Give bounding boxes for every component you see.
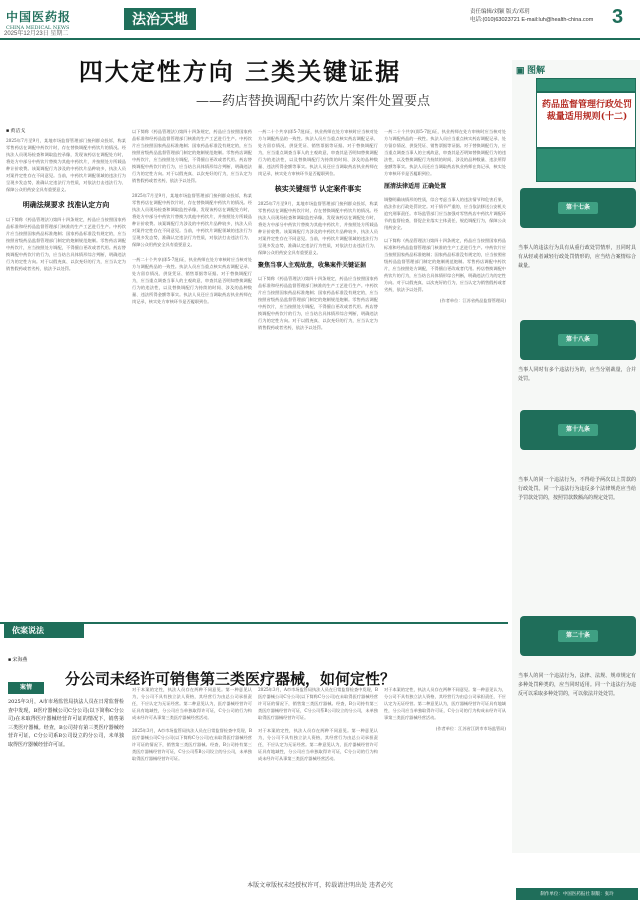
article-column-1: ■ 黄洁戈 2025年7月至9月，某地市场监督管理部门接到群众投诉，称某零售药店在调配中药饮片时，存在替换调配中药饮片的情况。经执法人员现场检查和调取监控录像，发现该药店在调配处方时，将处方中部分中药饮片替换为其他中药饮片，并按照处方所载品种计价收费。该案调配行为涉及的中药饮片品种较多，执法人员对案件定性存在不同意见。当前，中药饮片调配领域的违法行为呈现多发态势，准确认定违法行为性质，对依法打击违法行为、保障公众用药安全具有重要意义。 明确法规要求 找准认定方向 以下简称《药品管理法》)第四十四条规定，药品应当按照国家药品标准和经药品监督管理部门核准的生产工艺进行生产。中药饮片应当按照国家药品标准炮制；国家药品标准没有规定的，应当按照省级药品监督管理部门制定的炮制规范炮制。零售药店调配中药饮片，应当按照处方调配，不得擅自更改或者代用。药店替换调配中药饮片的行为，应当结合具体情形综合判断，明确违法行为的定性方向。对于以假充真、以次充好的行为，应当认定为销售假药或者劣药，依法予以处罚。: [6, 128, 126, 271]
reporter-byline: ■ 黄洁戈: [6, 128, 26, 134]
case-author-note: (作者单位：江苏省江阴市市场监管局): [435, 726, 506, 731]
article-column-2: 以下简称《药品管理法》)第四十四条规定，药品应当按照国家药品标准和经药品监督管理部门核准的生产工艺进行生产。中药饮片应当按照国家药品标准炮制；国家药品标准没有规定的，应当按照省级药品监督管理部门制定的炮制规范炮制。零售药店调配中药饮片，应当按照处方调配，不得擅自更改或者代用。药店替换调配中药饮片的行为，应当结合具体情形综合判断，明确违法行为的定性方向。对于以假充真、以次充好的行为，应当认定为销售假药或者劣药，依法予以处罚。 2025年7月至9月，某地市场监督管理部门接到群众投诉，称某零售药店在调配中药饮片时，存在替换调配中药饮片的情况。经执法人员现场检查和调取监控录像，发现该药店在调配处方时，将处方中部分中药饮片替换为其他中药饮片，并按照处方所载品种计价收费。该案调配行为涉及的中药饮片品种较多，执法人员对案件定性存在不同意见。当前，中药饮片调配领域的违法行为呈现多发态势，准确认定违法行为性质，对依法打击违法行为、保障公众用药安全具有重要意义。 一药二十个共享(即5-7批)证，执业药师在处方审核时应当核对处方与调配药品的一致性。执法人员应当重点核实药店调配记录、处方留存情况、供货凭证、销售票据等证据。对于替换调配行为，应当重点调查当事人的主观故意，审查其是否明知替换调配行为的违法性，以及替换调配行为持续的时间、涉及的品种数量、违法所得金额等事实。执法人员还应当调取药店执业药师在岗记录，核实处方审核环节是否履职到位。: [132, 129, 252, 304]
card-text: 当事人的同一个违法行为，不得给予两次以上罚款的行政处罚。同一个违法行为违反多个法律规范应当给予罚款处罚的，按照罚款数额高的规定处罚。: [518, 477, 636, 501]
card-text: 当事人的同一个违法行为，法律、法规、规章规定有多种处罚种类的，应当同时适用。同一个违法行为违反可以采取多种处罚的，可以依法并处处罚。: [518, 673, 636, 697]
section-heading-1: 明确法规要求 找准认定方向: [22, 200, 110, 209]
author-note: (作者单位：江苏省药品监督管理局): [439, 298, 506, 303]
main-subheadline: ——药店替换调配中药饮片案件处置要点: [195, 94, 430, 109]
editor-info: 责任编辑/刘颖 版式/邓玥 电话:(010)63023721 E-mail:luh@health-china.com: [470, 9, 594, 23]
card-text: 当事人同时有多个违法行为的，应当分别裁量，合并处罚。: [518, 367, 636, 382]
card-article-label: 第十九条: [558, 424, 598, 436]
page-number: 3: [612, 6, 624, 28]
production-credit: 制作单位：中国医药报社 制版：张玲: [516, 888, 638, 900]
article-column-3: 一药二十个共享(即5-7批)证，执业药师在处方审核时应当核对处方与调配药品的一致性。执法人员应当重点核实药店调配记录、处方留存情况、供货凭证、销售票据等证据。对于替换调配行为，应当重点调查当事人的主观故意，审查其是否明知替换调配行为的违法性，以及替换调配行为持续的时间、涉及的品种数量、违法所得金额等事实。执法人员还应当调取药店执业药师在岗记录，核实处方审核环节是否履职到位。 核实关键细节 认定案件事实 2025年7月至9月，某地市场监督管理部门接到群众投诉，称某零售药店在调配中药饮片时，存在替换调配中药饮片的情况。经执法人员现场检查和调取监控录像，发现该药店在调配处方时，将处方中部分中药饮片替换为其他中药饮片，并按照处方所载品种计价收费。该案调配行为涉及的中药饮片品种较多，执法人员对案件定性存在不同意见。当前，中药饮片调配领域的违法行为呈现多发态势，准确认定违法行为性质，对依法打击违法行为、保障公众用药安全具有重要意义。 聚焦当事人主观故意，收集案件关键证据 以下简称《药品管理法》)第四十四条规定，药品应当按照国家药品标准和经药品监督管理部门核准的生产工艺进行生产。中药饮片应当按照国家药品标准炮制；国家药品标准没有规定的，应当按照省级药品监督管理部门制定的炮制规范炮制。零售药店调配中药饮片，应当按照处方调配，不得擅自更改或者代用。药店替换调配中药饮片的行为，应当结合具体情形综合判断，明确违法行为的定性方向。对于以假充真、以次充好的行为，应当认定为销售假药或者劣药，依法予以处罚。: [258, 129, 378, 330]
case-headline: 分公司未经许可销售第三类医疗器械，如何定性？: [64, 670, 395, 688]
case-box: [8, 657, 124, 846]
case-column-2: 对于本案的定性，执法人员存在两种不同意见。第一种意见认为，分公司不具有独立法人资格，其经营行为由总公司承担责任，不应认定为无证经营。第二种意见认为，医疗器械经营许可证具有地域性，分公司应当单独取得许可证，C分公司的行为构成未经许可从事第三类医疗器械经营活动。 2025年3月，A市市场监管局执法人员在日常监督检查中发现，B医疗器械公司C分公司(以下简称C分公司)在未取得医疗器械经营许可证的情况下，销售第三类医疗器械。经查，B公司持有第三类医疗器械经营许可证，C分公司系B公司设立的分公司，未单独取得医疗器械经营许可证。: [132, 687, 252, 761]
case-column-3: 2025年3月，A市市场监管局执法人员在日常监督检查中发现，B医疗器械公司C分公司(以下简称C分公司)在未取得医疗器械经营许可证的情况下，销售第三类医疗器械。经查，B公司持有第三类医疗器械经营许可证，C分公司系B公司设立的分公司，未单独取得医疗器械经营许可证。 对于本案的定性，执法人员存在两种不同意见。第一种意见认为，分公司不具有独立法人资格，其经营行为由总公司承担责任，不应认定为无证经营。第二种意见认为，医疗器械经营许可证具有地域性，分公司应当单独取得许可证，C分公司的行为构成未经许可从事第三类医疗器械经营活动。: [258, 687, 378, 761]
section-heading-2: 核实关键细节 认定案件事实: [274, 184, 362, 193]
card-text: 当事人的违法行为具有从重行政处罚情形，且同时具有从轻或者减轻行政处罚情形的，应当结合案情综合裁量。: [518, 245, 636, 269]
section-heading-4: 厘清法律适用 正确处置: [384, 183, 447, 190]
case-column-4: 对于本案的定性，执法人员存在两种不同意见。第一种意见认为，分公司不具有独立法人资格，其经营行为由总公司承担责任，不应认定为无证经营。第二种意见认为，医疗器械经营许可证具有地域性，分公司应当单独取得许可证，C分公司的行为构成未经许可从事第三类医疗器械经营活动。 (作者单位：江苏省江阴市市场监管局): [384, 687, 506, 731]
card-article-label: 第十八条: [558, 334, 598, 346]
masthead: [0, 0, 640, 40]
page-footer: 本版文章版权未经授权许可，转载请注明出处 违者必究: [247, 883, 393, 889]
case-text: 2025年3月，A市市场监管局执法人员在日常监督检查中发现，B医疗器械公司C分公司(以下简称C分公司)在未取得医疗器械经营许可证的情况下，销售第三类医疗器械。经查，B公司持有第三类医疗器械经营许可证，C分公司系B公司设立的分公司，未单独取得医疗器械经营许可证。: [8, 699, 124, 748]
main-headline: 四大定性方向 三类关键证据: [78, 57, 402, 86]
issue-date: 2025年12月23日 星期二: [4, 31, 69, 37]
newspaper-logo: 中国医药报 CHINA MEDICAL NEWS: [6, 10, 72, 31]
section-heading-3: 聚焦当事人主观故意，收集案件关键证据: [258, 262, 367, 269]
case-section-banner: 依案说法: [4, 624, 84, 638]
picture-icon: ▣: [516, 65, 525, 75]
section-title: 法治天地: [124, 8, 196, 30]
article-column-4: 一药二十个共享(即5-7批)证，执业药师在处方审核时应当核对处方与调配药品的一致性。执法人员应当重点核实药店调配记录、处方留存情况、供货凭证、销售票据等证据。对于替换调配行为，应当重点调查当事人的主观故意，审查其是否明知替换调配行为的违法性，以及替换调配行为持续的时间、涉及的品种数量、违法所得金额等事实。执法人员还应当调取药店执业药师在岗记录，核实处方审核环节是否履职到位。 厘清法律适用 正确处置 调整明确该情形的性质，综合考虑当事人的违法情节和危害后果，依法作出行政处罚决定。对于情节严重的，应当依法移送公安机关追究刑事责任。市场监管部门应当加强对零售药店中药饮片调配环节的监督检查，督促企业落实主体责任，规范调配行为，保障公众用药安全。 以下简称《药品管理法》)第四十四条规定，药品应当按照国家药品标准和经药品监督管理部门核准的生产工艺进行生产。中药饮片应当按照国家药品标准炮制；国家药品标准没有规定的，应当按照省级药品监督管理部门制定的炮制规范炮制。零售药店调配中药饮片，应当按照处方调配，不得擅自更改或者代用。药店替换调配中药饮片的行为，应当结合具体情形综合判断，明确违法行为的定性方向。对于以假充真、以次充好的行为，应当认定为销售假药或者劣药，依法予以处罚。 (作者单位：江苏省药品监督管理局): [384, 129, 506, 303]
case-tag: 案情: [8, 682, 44, 694]
case-reporter: ■ 宋海燕: [8, 657, 28, 663]
card-article-label: 第二十条: [558, 630, 598, 642]
card-article-label: 第十七条: [558, 202, 598, 214]
sidebar-label: ▣ 图解: [516, 65, 546, 75]
regulation-title: 药品监督管理行政处罚裁量适用规则(十二): [541, 100, 632, 122]
regulation-cover: [536, 78, 636, 182]
